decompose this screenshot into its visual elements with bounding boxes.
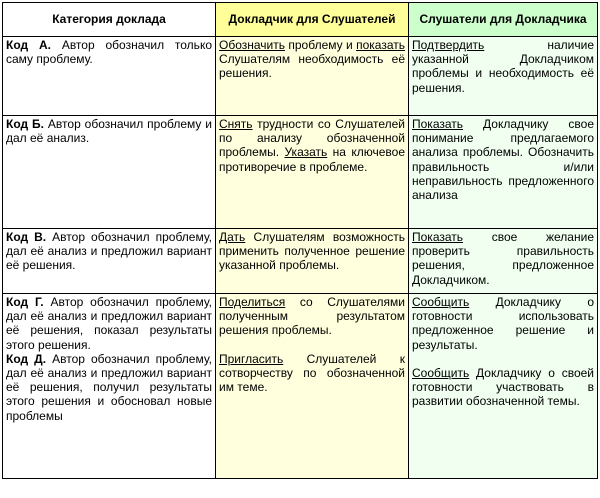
spacer xyxy=(219,338,405,352)
report-category-table xyxy=(2,2,598,479)
speaker-block-g xyxy=(219,295,405,338)
action-text: Слушателей к сотворчеству по обозначенной им теме. xyxy=(219,351,405,395)
action-text: наличие указанной Докладчиком проблемы и необходимость её решения. xyxy=(412,38,594,95)
listeners-cell xyxy=(409,229,598,294)
speaker-cell xyxy=(216,294,409,479)
action-word: Пригласить xyxy=(219,351,284,366)
table-row xyxy=(3,229,598,294)
action-text: Слушателям необходимость её решения. xyxy=(219,52,405,81)
category-block-d xyxy=(6,352,212,423)
category-cell xyxy=(3,229,216,294)
action-text: Докладчику о готовности использовать предложенное решение и результаты. xyxy=(412,295,594,352)
action-word: показать xyxy=(356,38,405,52)
header-listeners: Слушатели для Докладчика xyxy=(409,3,598,37)
action-word: Обозначить xyxy=(219,38,285,52)
action-word: Показать xyxy=(412,230,464,244)
category-text: Автор обозначил проблему, дал её анализ и предложил вариант её решения, показал результаты этого решения. xyxy=(6,295,212,352)
header-speaker: Докладчик для Слушателей xyxy=(216,3,409,37)
action-word: Дать xyxy=(219,230,246,244)
speaker-block-d xyxy=(219,352,405,395)
category-code: Код Б. xyxy=(6,117,44,131)
speaker-cell xyxy=(216,229,409,294)
category-text: Автор обозначил проблему, дал её анализ и предложил вариант её решения. xyxy=(6,230,212,273)
category-cell xyxy=(3,116,216,229)
listeners-cell xyxy=(409,116,598,229)
action-text: проблему и xyxy=(285,38,357,52)
action-text: свое желание проверить правильность решения, предложенное Докладчиком. xyxy=(412,230,594,287)
action-word: Подтвердить xyxy=(412,38,485,52)
action-text: на ключевое противоречие в проблеме. xyxy=(219,145,405,174)
category-text: Автор обозначил проблему и дал её анализ. xyxy=(6,117,213,146)
action-text: Докладчику свое понимание предлагаемого анализа проблемы. Обозначить правильность и/или неправильность предложенного анализа xyxy=(412,117,594,203)
spacer xyxy=(412,352,594,366)
action-text: со Слушателями полученным результатом решения проблемы. xyxy=(219,295,405,338)
action-text: Докладчику о своей готовности участвовать в развитии обозначенной темы. xyxy=(412,365,594,409)
category-code: Код Г. xyxy=(6,295,44,309)
table-row xyxy=(3,116,598,229)
category-block-g xyxy=(6,295,212,352)
action-word: Поделиться xyxy=(219,295,286,309)
table-row xyxy=(3,294,598,479)
action-text: трудности со Слушателей по анализу обозначенной проблемы. xyxy=(219,117,405,160)
speaker-cell xyxy=(216,37,409,116)
category-cell xyxy=(3,294,216,479)
header-category: Категория доклада xyxy=(3,3,216,37)
action-word: Снять xyxy=(219,117,253,131)
speaker-cell xyxy=(216,116,409,229)
listeners-block-g xyxy=(412,295,594,352)
action-word: Сообщить xyxy=(412,295,470,309)
action-word: Указать xyxy=(284,145,328,160)
action-word: Сообщить xyxy=(412,365,470,380)
action-text: Слушателям возможность применить полученное решение указанной проблемы. xyxy=(219,230,405,273)
category-cell xyxy=(3,37,216,116)
category-code: Код А. xyxy=(6,38,51,52)
category-text: Автор обозначил только саму проблему. xyxy=(6,38,212,67)
category-text: Автор обозначил проблему, дал её анализ и предложил вариант её решения, получил результаты этого решения и обосновал новые проблемы xyxy=(6,351,212,423)
table-row xyxy=(3,37,598,116)
listeners-cell xyxy=(409,37,598,116)
category-code: Код В. xyxy=(6,230,47,244)
category-code: Код Д. xyxy=(6,351,47,366)
action-word: Показать xyxy=(412,117,464,131)
listeners-block-d xyxy=(412,366,594,409)
listeners-cell xyxy=(409,294,598,479)
